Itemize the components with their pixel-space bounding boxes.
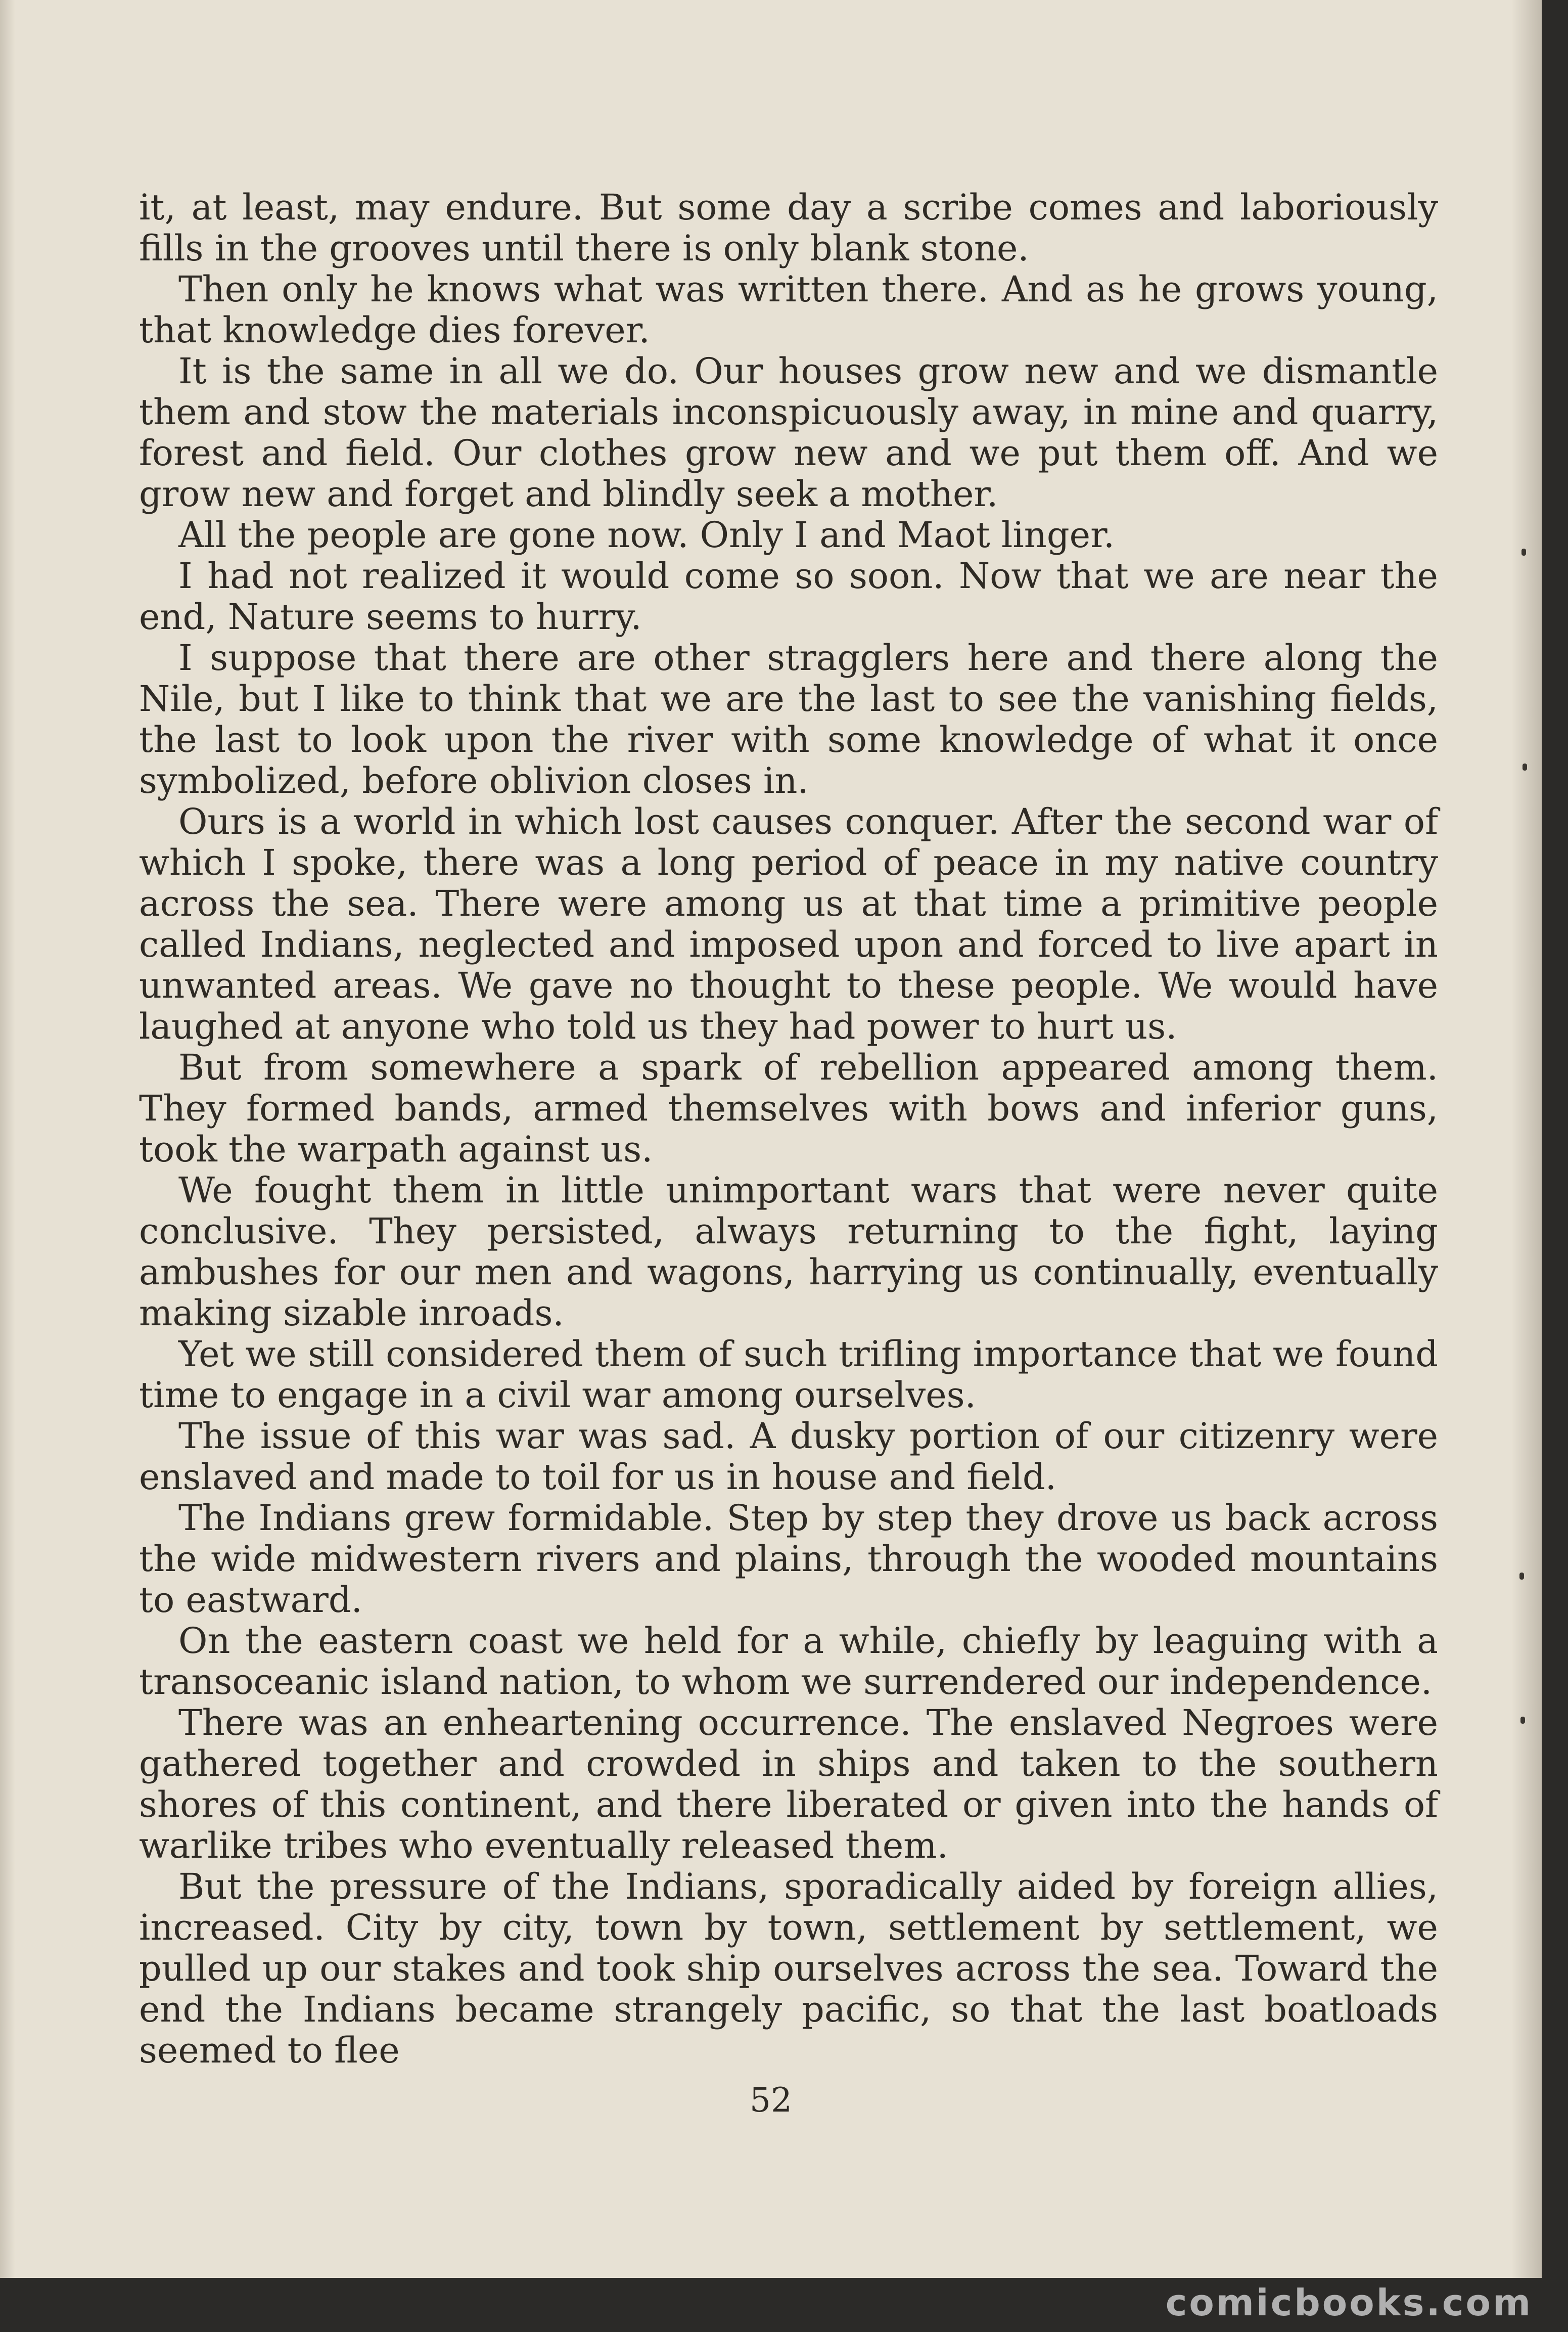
paragraph: Then only he knows what was written there. And as he grows young, that knowledge dies forever. [139, 268, 1438, 351]
print-speck [1520, 1717, 1525, 1724]
paragraph: We fought them in little unimportant wars that were never quite conclusive. They persisted, always returning to the fight, laying ambushes for our men and wagons, harrying us continually, eventually making sizable inroads. [139, 1170, 1438, 1334]
paragraph: But from somewhere a spark of rebellion appeared among them. They formed bands, armed themselves with bows and inferior guns, took the warpath against us. [139, 1047, 1438, 1170]
page-number: 52 [750, 2081, 792, 2120]
paragraph: It is the same in all we do. Our houses grow new and we dismantle them and stow the materials inconspicuously away, in mine and quarry, forest and field. Our clothes grow new and we put them off. And we grow new and forget and blindly seek a mother. [139, 350, 1438, 515]
paragraph: The issue of this war was sad. A dusky portion of our citizenry were enslaved and made to toil for us in house and field. [139, 1415, 1438, 1498]
paragraph: it, at least, may endure. But some day a scribe comes and laboriously fills in the grooves until there is only blank stone. [139, 187, 1438, 269]
paragraph: I had not realized it would come so soon. Now that we are near the end, Nature seems to hurry. [139, 555, 1438, 638]
paragraph: There was an enheartening occurrence. The enslaved Negroes were gathered together and crowded in ships and taken to the southern shores of this continent, and there liberated or given into the hands of warlike tribes who eventually released them. [139, 1702, 1438, 1866]
paragraph: On the eastern coast we held for a while, chiefly by leaguing with a transoceanic island nation, to whom we surrendered our independence. [139, 1620, 1438, 1702]
page-left-shading [0, 0, 15, 2278]
body-text [139, 187, 1438, 2071]
page-right-shading [1511, 0, 1542, 2278]
print-speck [1519, 1573, 1524, 1580]
paragraph: Yet we still considered them of such trifling importance that we found time to engage in a civil war among ourselves. [139, 1333, 1438, 1416]
paragraph: I suppose that there are other stragglers here and there along the Nile, but I like to think that we are the last to see the vanishing fields, the last to look upon the river with some knowledge of what it once symbolized, before oblivion closes in. [139, 637, 1438, 801]
paragraph: Ours is a world in which lost causes conquer. After the second war of which I spoke, there was a long period of peace in my native country across the sea. There were among us at that time a primitive people called Indians, neglected and imposed upon and forced to live apart in unwanted areas. We gave no thought to these people. We would have laughed at anyone who told us they had power to hurt us. [139, 801, 1438, 1047]
watermark: comicbooks.com [1165, 2281, 1533, 2324]
paragraph: All the people are gone now. Only I and Maot linger. [178, 514, 1115, 556]
paragraph: The Indians grew formidable. Step by step they drove us back across the wide midwestern rivers and plains, through the wooded mountains to eastward. [139, 1497, 1438, 1621]
print-speck [1523, 764, 1527, 771]
paragraph: But the pressure of the Indians, sporadically aided by foreign allies, increased. City by city, town by town, settlement by settlement, we pulled up our stakes and took ship ourselves across the sea. Toward the end the Indians became strangely pacific, so that the last boatloads seemed to flee [139, 1866, 1438, 2071]
print-speck [1521, 549, 1526, 556]
